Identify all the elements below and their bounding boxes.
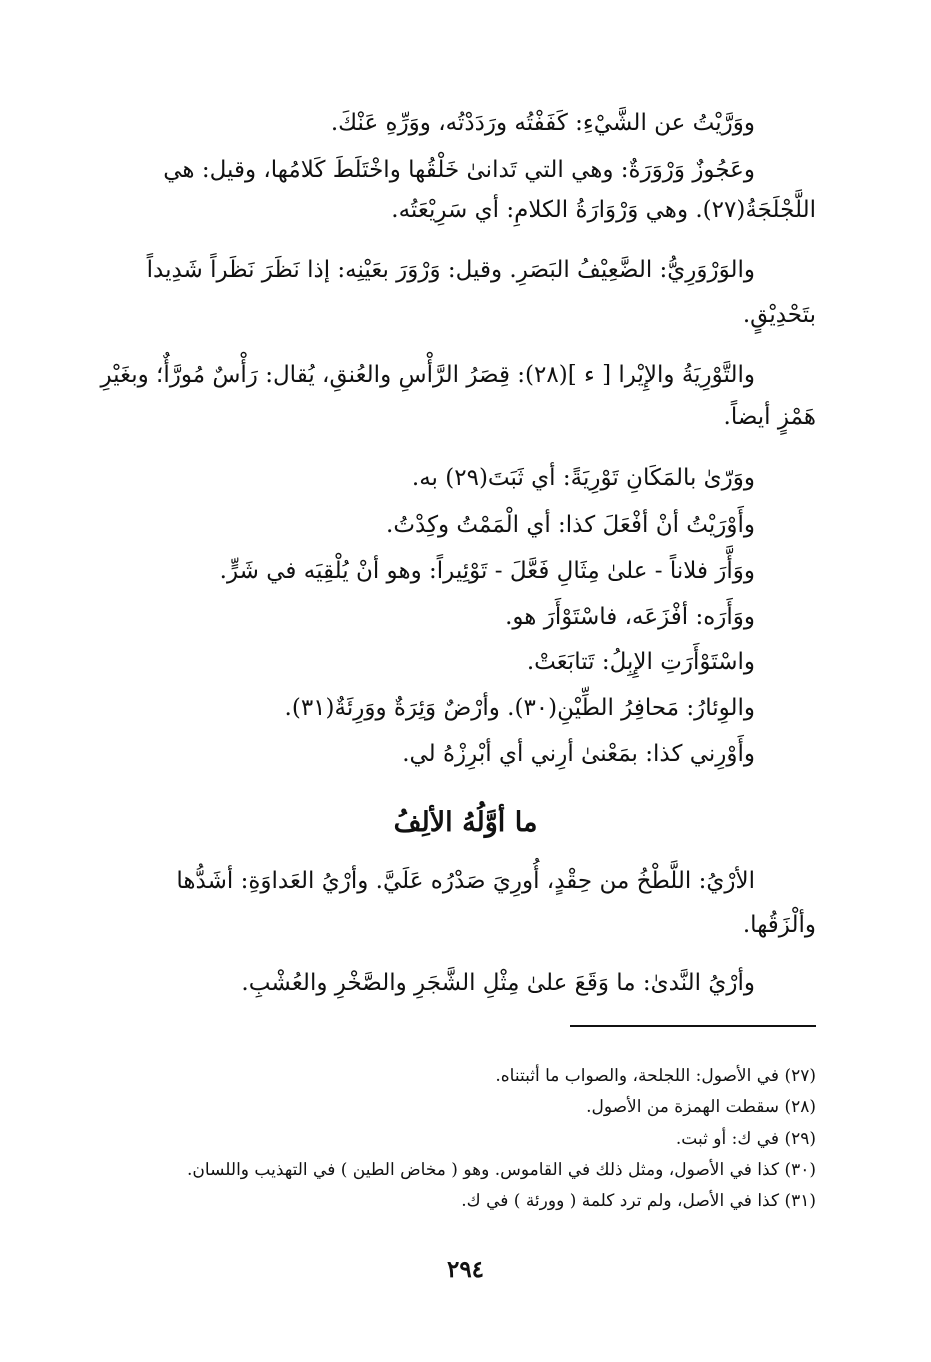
entry-tawriya-line-2: هَمْزٍ أيضاً. [723, 404, 816, 430]
entry-al-wiar: والوِئارُ: مَحافِرُ الطِّيْنِ(٣٠). وأرْضٌ وَئِرَةٌ ووَرِئَةٌ(٣١). [284, 695, 755, 721]
section-heading: ما أوَّلُهُ الألِفُ [393, 807, 538, 838]
entry-ajuz-line-1: وعَجُوزٌ وَرْوَرَةٌ: وهي التي تَدانىٰ خَلْقُها واخْتَلَطَ كَلامُها، وقيل: هي [163, 157, 755, 183]
footnote-separator [570, 1025, 816, 1027]
entry-awrini: وأَوْرِني كذا: بمَعْنىٰ أرِني أي أبْرِزْهُ لي. [402, 741, 755, 767]
entry-warwari-line-1: والوَرْوَرِيُّ: الضَّعِيْفُ البَصَرِ. وقيل: وَرْوَرَ بعَيْنِه: إذا نَظَرَ نَظَراً شَدِيداً [146, 257, 755, 283]
entry-istawarat: واسْتَوْأَرَتِ الإِبِلُ: تَتابَعَتْ. [526, 649, 755, 675]
footnote-27: (٢٧) في الأصول: اللجلحة، والصواب ما أثبتناه. [495, 1066, 816, 1086]
entry-al-ary-line-2: وألْزَقُها. [742, 912, 816, 938]
footnote-30: (٣٠) كذا في الأصول، ومثل ذلك في القاموس. وهو ( مخاض الطين ) في التهذيب واللسان. [187, 1160, 816, 1180]
entry-ary-al-nada: وأرْيُ النَّدىٰ: ما وَقَعَ علىٰ مِثْلِ الشَّجَرِ والصَّخْرِ والعُشْبِ. [241, 970, 755, 996]
entry-warraytu: ووَرَّيْتُ عن الشَّيْءِ: كَفَفْتُه ورَدَدْتُه، ووَرِّهِ عَنْكَ. [330, 110, 755, 136]
page-number: ٢٩٤ [446, 1256, 485, 1283]
entry-al-ary-line-1: الأرْيُ: اللَّطْخُ من حِقْدٍ، أُورِيَ صَدْرُه عَلَيَّ. وأرْيُ العَداوَةِ: أشَدُّها [176, 868, 755, 894]
entry-awraytu: وأَوْرَيْتُ أنْ أفْعَلَ كذا: أي الْمَمْتُ وكِدْتُ. [386, 512, 755, 538]
footnote-28: (٢٨) سقطت الهمزة من الأصول. [586, 1097, 816, 1117]
entry-warra-bil-makan: ووَرّىٰ بالمَكَانِ تَوْرِيَةً: أي ثَبَتَ(٢٩) به. [411, 465, 755, 491]
entry-wa-ara-fulanan: ووَأَّرَ فلاناً - علىٰ مِثَالِ فَعَّلَ - تَوْئِيراً: وهو أنْ يُلْقِيَه في شَرٍّ. [219, 558, 755, 584]
footnote-29: (٢٩) في ك: أو ثبت. [675, 1129, 816, 1149]
entry-wa-arahu: ووَأَرَه: أفْزَعَه، فاسْتَوْأَرَ هو. [505, 604, 755, 630]
entry-warwari-line-2: بتَحْدِيْقٍ. [742, 302, 816, 328]
entry-tawriya-line-1: والتَّوْرِيَةُ والإِيْرا [ ء ](٢٨): قِصَرُ الرَّأْسِ والعُنقِ، يُقال: رَأْسٌ مُورَّأٌ؛ وبغَيْرِ [100, 362, 755, 388]
entry-ajuz-line-2: اللَّجْلَجَةُ(٢٧). وهي وَرْوَارَةُ الكلامِ: أي سَرِيْعَتُه. [391, 197, 816, 223]
footnote-31: (٣١) كذا في الأصل، ولم ترد كلمة ( وورئة ) في ك. [461, 1191, 816, 1211]
